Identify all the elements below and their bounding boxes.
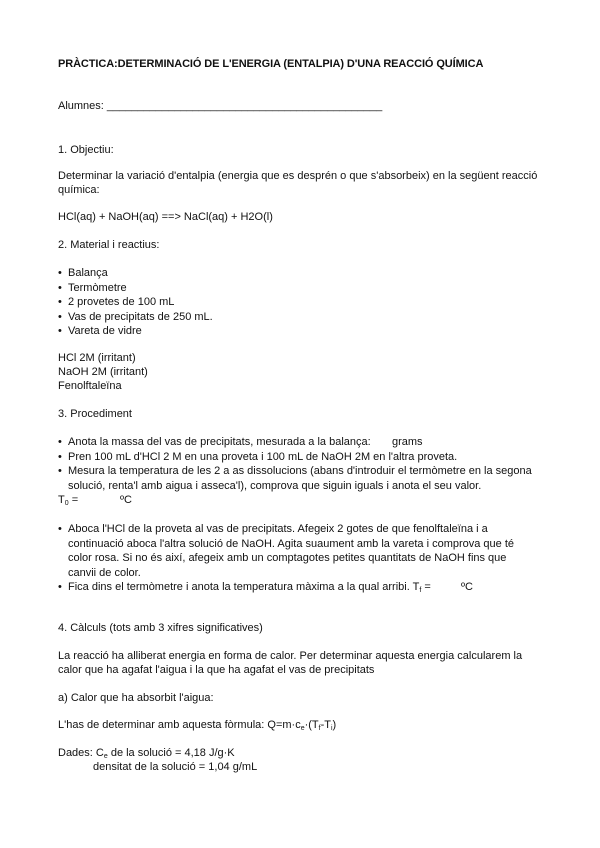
step-4-line-1: Aboca l'HCl de la proveta al vas de precipitats. Afegeix 2 gotes de que fenolftaleïna i a	[68, 523, 488, 535]
heat-formula	[58, 719, 336, 732]
procedure-list-1	[58, 435, 548, 493]
step-3-line-2: solució, renta'l amb aigua i asseca'l), comprova que siguin iguals i anota el seu valor.	[68, 479, 482, 492]
initial-temperature-field	[58, 494, 132, 507]
list-item: • Pren 100 mL d'HCl 2 M en una proveta i 100 mL de NaOH 2M en l'altra proveta.	[58, 450, 548, 465]
formula-ti-subscript: i	[330, 725, 333, 732]
procedure-list-2	[58, 522, 548, 599]
section-3-heading: 3. Procediment	[58, 408, 132, 420]
step-4-line-4: canvii de color.	[68, 566, 141, 579]
t0-label: T	[58, 494, 65, 506]
step-1-text: Anota la massa del vas de precipitats, mesurada a la balança:	[68, 436, 371, 448]
formula-part: )	[332, 719, 337, 731]
t0-unit: ºC	[120, 494, 132, 506]
tf-unit: ºC	[461, 581, 473, 593]
step-5-text: Fica dins el termòmetre i anota la temperatura màxima a la qual arribi. T	[68, 581, 420, 593]
specific-heat-value: de la solució = 4,18 J/g·K	[107, 747, 235, 759]
t0-subscript: 0	[64, 500, 69, 507]
list-item	[58, 580, 548, 599]
reagent-item: Fenolftaleïna	[58, 380, 122, 392]
objective-text-line-2: química:	[58, 184, 100, 196]
students-line: Alumnes: _____________________________________________	[58, 100, 383, 112]
dades-ce-subscript: e	[103, 753, 108, 760]
list-item	[58, 464, 548, 493]
page-title: PRÀCTICA:DETERMINACIÓ DE L'ENERGIA (ENTALPIA) D'UNA REACCIÓ QUÍMICA	[58, 58, 484, 70]
t0-equals: =	[68, 494, 79, 506]
calc-paragraph-line-1: La reacció ha alliberat energia en forma de calor. Per determinar aquesta energia calcularem la	[58, 650, 523, 662]
list-item: • Vareta de vidre	[58, 324, 213, 339]
reagent-item: HCl 2M (irritant)	[58, 352, 136, 364]
list-item: • 2 provetes de 100 mL	[58, 295, 213, 310]
section-1-heading: 1. Objectiu:	[58, 144, 114, 156]
objective-text-line-1: Determinar la variació d'entalpia (energia que es desprén o que s'absorbeix) en la següent reacció	[58, 170, 538, 182]
materials-list	[58, 266, 213, 339]
list-item	[58, 435, 548, 450]
list-item: • Termòmetre	[58, 281, 213, 296]
formula-part: -T	[320, 719, 331, 731]
list-item: • Vas de precipitats de 250 mL.	[58, 310, 213, 325]
subsection-a-heading: a) Calor que ha absorbit l'aigua:	[58, 692, 214, 704]
formula-ce-subscript: e	[300, 725, 305, 732]
step-4-line-2: continuació aboca l'altra solució de NaOH. Agita suaument amb la vareta i comprova que té	[68, 537, 515, 550]
dades-label: Dades: C	[58, 747, 104, 759]
calc-paragraph-line-2: calor que ha agafat l'aigua i la que ha agafat el vas de precipitats	[58, 664, 375, 676]
section-4-heading: 4. Càlculs (tots amb 3 xifres significatives)	[58, 622, 263, 634]
section-2-heading: 2. Material i reactius:	[58, 239, 160, 251]
formula-text: L'has de determinar amb aquesta fòrmula: Q=m·c	[58, 719, 301, 731]
list-item	[58, 522, 548, 580]
tf-subscript: f	[419, 587, 422, 594]
formula-part: ·(T	[304, 719, 319, 731]
reagent-item: NaOH 2M (irritant)	[58, 366, 148, 378]
step-1-unit: grams	[392, 436, 423, 448]
data-specific-heat	[58, 747, 235, 760]
tf-equals: =	[421, 581, 431, 593]
list-item: • Balança	[58, 266, 213, 281]
data-density: densitat de la solució = 1,04 g/mL	[93, 761, 258, 773]
reaction-equation: HCl(aq) + NaOH(aq) ==> NaCl(aq) + H2O(l)	[58, 211, 273, 223]
formula-tf-subscript: f	[318, 725, 321, 732]
step-3-line-1: Mesura la temperatura de les 2 a as dissolucions (abans d'introduir el termòmetre en la segona	[68, 465, 532, 477]
step-4-line-3: color rosa. Si no és així, afegeix amb un comptagotes petites quantitats de NaOH fins que	[68, 552, 507, 564]
